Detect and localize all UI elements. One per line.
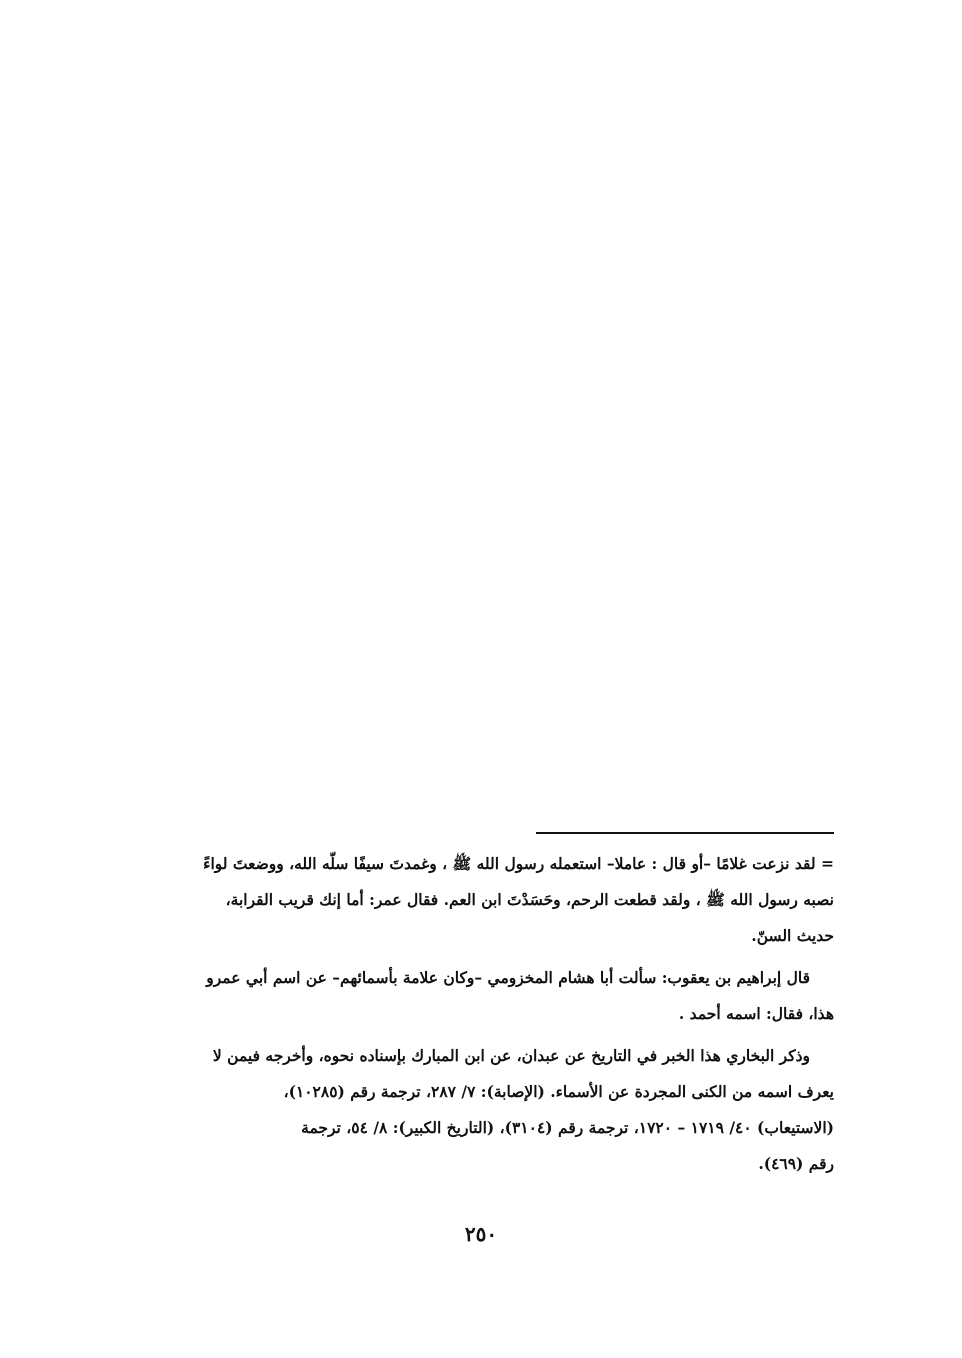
footnote-line: وذكر البخاري هذا الخبر في التاريخ عن عبدان، عن ابن المبارك بإسناده نحوه، وأخرجه فيمن لا: [212, 1046, 810, 1065]
continuation-mark: =: [821, 854, 834, 873]
footnote-line: يعرف اسمه من الكنى المجردة عن الأسماء. (الإصابة): ٧/ ٢٨٧، ترجمة رقم (١٠٢٨٥)،: [283, 1082, 834, 1101]
footnote-paragraph-3: [122, 1038, 834, 1182]
footnote-line: (الاستيعاب) ٤٠/ ١٧١٩ – ١٧٢٠، ترجمة رقم (٣١٠٤)، (التاريخ الكبير): ٨/ ٥٤، ترجمة: [301, 1118, 834, 1137]
footnote-paragraph-2: [122, 960, 834, 1032]
footnote-line: رقم (٤٦٩).: [758, 1154, 834, 1173]
page-number: ٢٥٠: [464, 1222, 498, 1246]
footnote-text: لقد نزعت غلامًا –أو قال : عاملا– استعمله رسول الله ﷺ ، وغمدتَ سيفًا سلّه الله، ووضعتَ لواءً: [203, 854, 816, 873]
footnote-line: نصبه رسول الله ﷺ ، ولقد قطعت الرحم، وحَسَدْتَ ابن العم. فقال عمر: أما إنك قريب القرابة،: [225, 890, 834, 909]
footnote-separator-rule: [536, 832, 834, 834]
footnotes-block: [122, 846, 834, 1182]
footnote-line: قال إبراهيم بن يعقوب: سألت أبا هشام المخزومي –وكان علامة بأسمائهم– عن اسم أبي عمرو: [206, 968, 810, 987]
footnote-line: حديث السنّ.: [751, 926, 834, 945]
footnote-paragraph-1: [122, 846, 834, 954]
footnote-line: [122, 846, 834, 882]
footnote-line: هذا، فقال: اسمه أحمد .: [678, 1004, 834, 1023]
